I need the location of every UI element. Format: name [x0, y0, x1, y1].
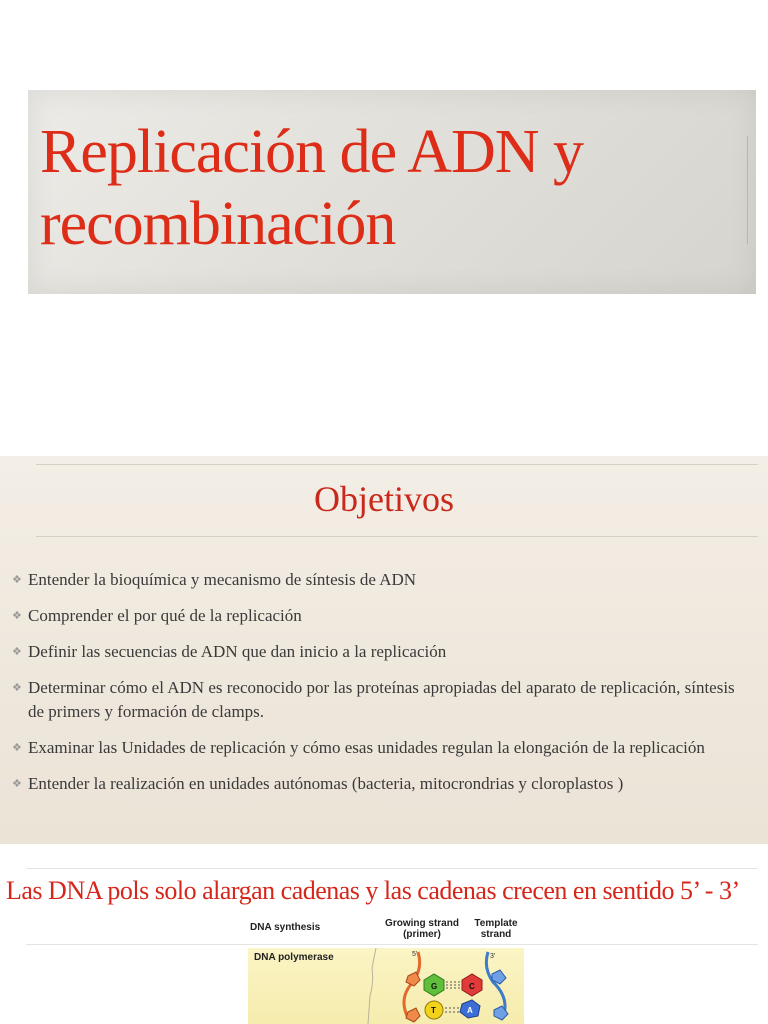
objectives-heading: Objetivos	[314, 479, 454, 519]
bullet-icon: ❖	[12, 646, 22, 658]
polymerase-panel	[248, 948, 524, 1024]
three-prime-label: 3’	[490, 953, 496, 960]
objectives-slide	[0, 456, 768, 844]
objectives-list	[12, 568, 752, 808]
slide-title-line-1: Replicación de ADN y	[40, 118, 584, 186]
bullet-icon: ❖	[12, 682, 22, 694]
objective-item: ❖ Entender la bioquímica y mecanismo de síntesis de ADN	[12, 568, 752, 592]
base-c-label: C	[469, 982, 475, 991]
base-a-label: A	[467, 1006, 473, 1015]
objective-item: ❖ Definir las secuencias de ADN que dan inicio a la replicación	[12, 640, 752, 664]
top-rule	[26, 868, 758, 869]
dna-synthesis-figure	[248, 918, 524, 1024]
five-prime-label: 5’	[412, 951, 418, 958]
objective-item: ❖ Examinar las Unidades de replicación y cómo esas unidades regulan la elongación de la replicación	[12, 736, 752, 760]
objective-item: ❖ Determinar cómo el ADN es reconocido por las proteínas apropiadas del aparato de replicación, síntesis de primers y formación de clamps.	[12, 678, 735, 721]
heading-rule	[36, 536, 758, 537]
template-strand-label: Template strand	[474, 918, 518, 940]
bullet-icon: ❖	[12, 574, 22, 586]
dna-pol-slide	[0, 858, 768, 1024]
bullet-icon: ❖	[12, 610, 22, 622]
objective-item: ❖ Comprender el por qué de la replicación	[12, 604, 752, 628]
base-t-label: T	[431, 1006, 436, 1015]
polymerase-outline	[368, 948, 376, 1024]
sugar-icon	[406, 1008, 420, 1022]
slide-headline: Las DNA pols solo alargan cadenas y las cadenas crecen en sentido 5’ - 3’	[6, 876, 740, 905]
bullet-icon: ❖	[12, 742, 22, 754]
dna-strands-diagram	[248, 948, 524, 1024]
growing-strand-label: Growing strand (primer)	[385, 918, 459, 940]
base-g-label: G	[431, 982, 438, 991]
slide-title-line-2: recombinación	[40, 190, 396, 258]
polymerase-label: DNA polymerase	[254, 952, 334, 963]
bullet-icon: ❖	[12, 778, 22, 790]
slide-title	[40, 116, 730, 260]
decorative-divider	[747, 136, 748, 244]
figure-title: DNA synthesis	[250, 922, 321, 933]
objective-item: ❖ Entender la realización en unidades autónomas (bacteria, mitocrondrias y cloroplastos )	[12, 772, 752, 796]
top-rule	[36, 464, 758, 465]
title-slide	[28, 90, 756, 294]
